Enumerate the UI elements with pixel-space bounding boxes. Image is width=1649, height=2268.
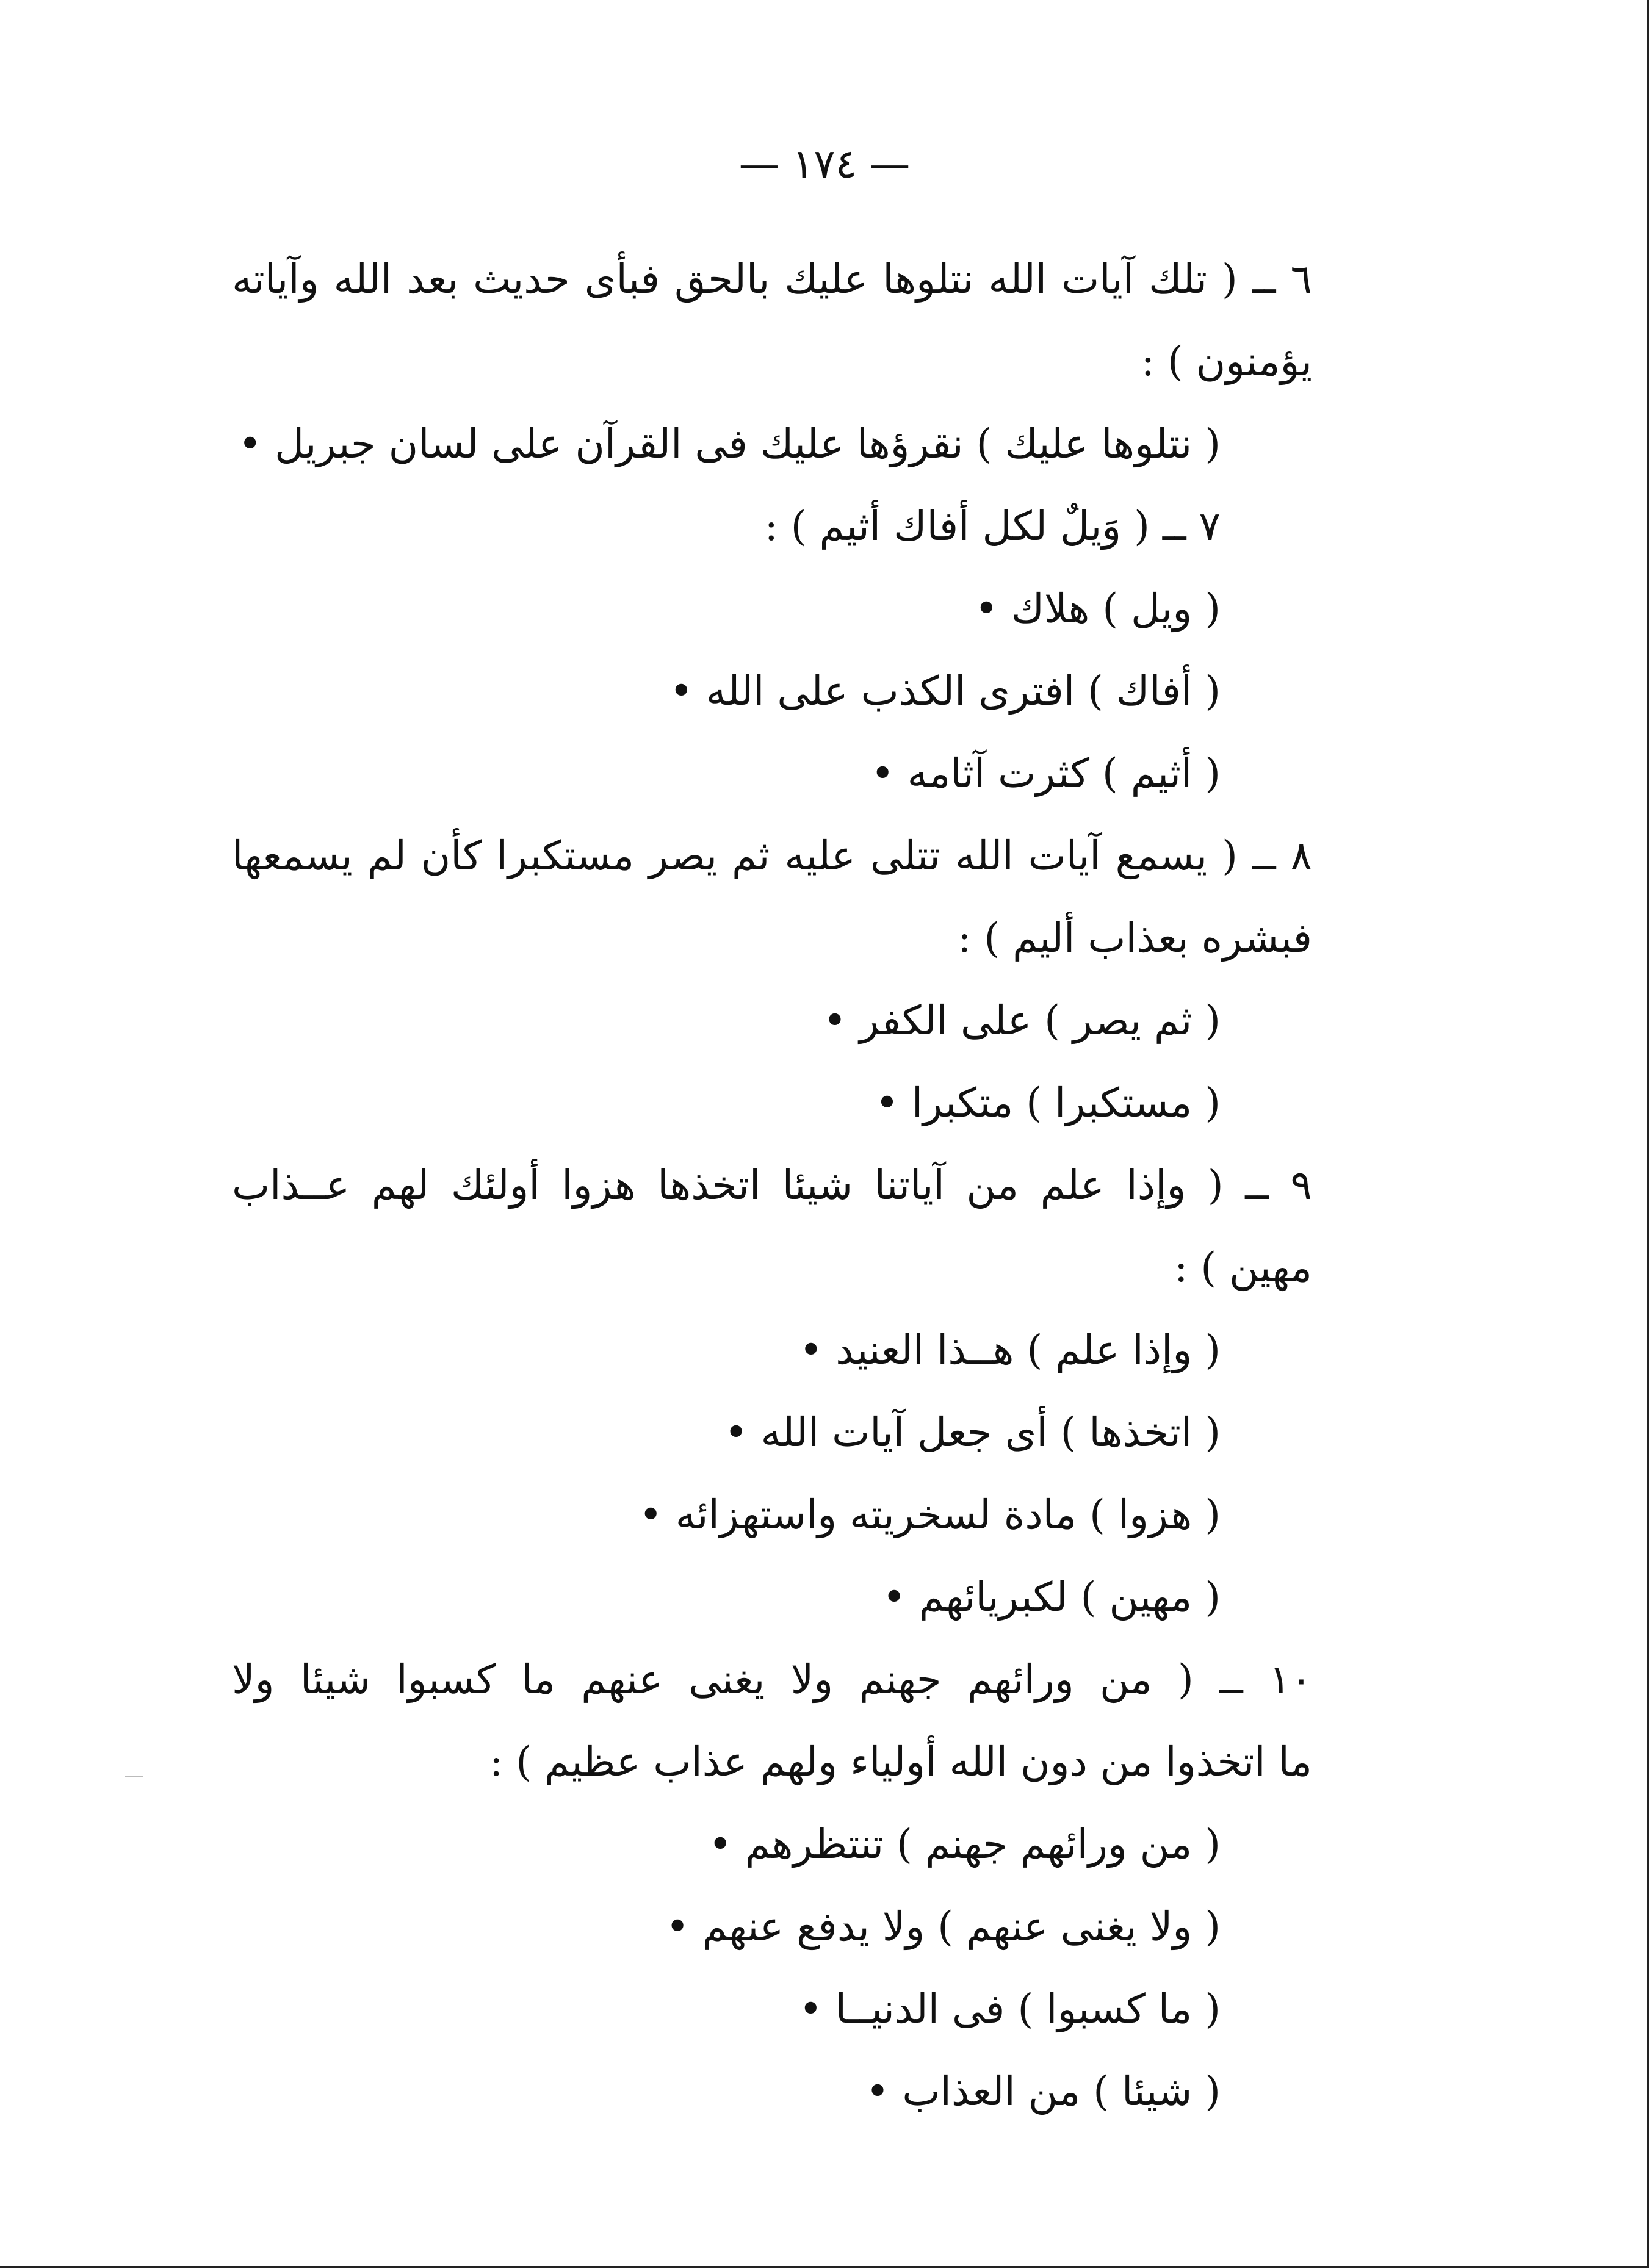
text-line: ( ما كسبوا ) فى الدنيــا • — [798, 1985, 1221, 2032]
text-line: ( هزوا ) مادة لسخريته واستهزائه • — [638, 1491, 1221, 1538]
text-line: ١٠ ــ ( من ورائهم جهنم ولا يغنى عنهم ما كسبوا شيئا ولا — [232, 1656, 1312, 1703]
text-line: ( ولا يغنى عنهم ) ولا يدفع عنهم • — [665, 1903, 1221, 1950]
text-line: ( أفاك ) افترى الكذب على الله • — [669, 668, 1221, 715]
text-line: ( مستكبرا ) متكبرا • — [875, 1079, 1221, 1126]
text-line: ما اتخذوا من دون الله أولياء ولهم عذاب عظيم ) : — [489, 1738, 1312, 1785]
scan-mark — [125, 1776, 143, 1777]
text-line: ( أثيم ) كثرت آثامه • — [870, 750, 1221, 797]
text-line: ( اتخذها ) أى جعل آيات الله • — [724, 1409, 1221, 1456]
text-line: فبشره بعذاب أليم ) : — [958, 915, 1312, 962]
text-line: ٦ ــ ( تلك آيات الله نتلوها عليك بالحق فبأى حديث بعد الله وآياته — [232, 256, 1312, 303]
text-line: ( وإذا علم ) هــذا العنيد • — [799, 1327, 1221, 1373]
text-line: ٧ ــ ( وَيلٌ لكل أفاك أثيم ) : — [764, 503, 1221, 550]
page-number: — ١٧٤ — — [738, 140, 911, 187]
text-line: ( شيئا ) من العذاب • — [865, 2068, 1221, 2115]
text-line: ( ثم يصر ) على الكفر • — [823, 997, 1221, 1044]
text-line: ( مهين ) لكبريائهم • — [882, 1574, 1221, 1621]
text-line: يؤمنون ) : — [1141, 338, 1312, 385]
text-line: ( نتلوها عليك ) نقرؤها عليك فى القرآن على لسان جبريل • — [238, 420, 1221, 467]
text-line: ( ويل ) هلاك • — [974, 585, 1221, 632]
text-line: مهين ) : — [1174, 1244, 1312, 1291]
text-line: ( من ورائهم جهنم ) تنتظرهم • — [708, 1821, 1221, 1868]
text-line: ٨ ــ ( يسمع آيات الله تتلى عليه ثم يصر مستكبرا كأن لم يسمعها — [232, 832, 1312, 879]
text-line: ٩ ــ ( وإذا علم من آياتنا شيئا اتخذها هزوا أولئك لهم عــذاب — [232, 1162, 1312, 1209]
page-body — [232, 238, 1312, 2133]
